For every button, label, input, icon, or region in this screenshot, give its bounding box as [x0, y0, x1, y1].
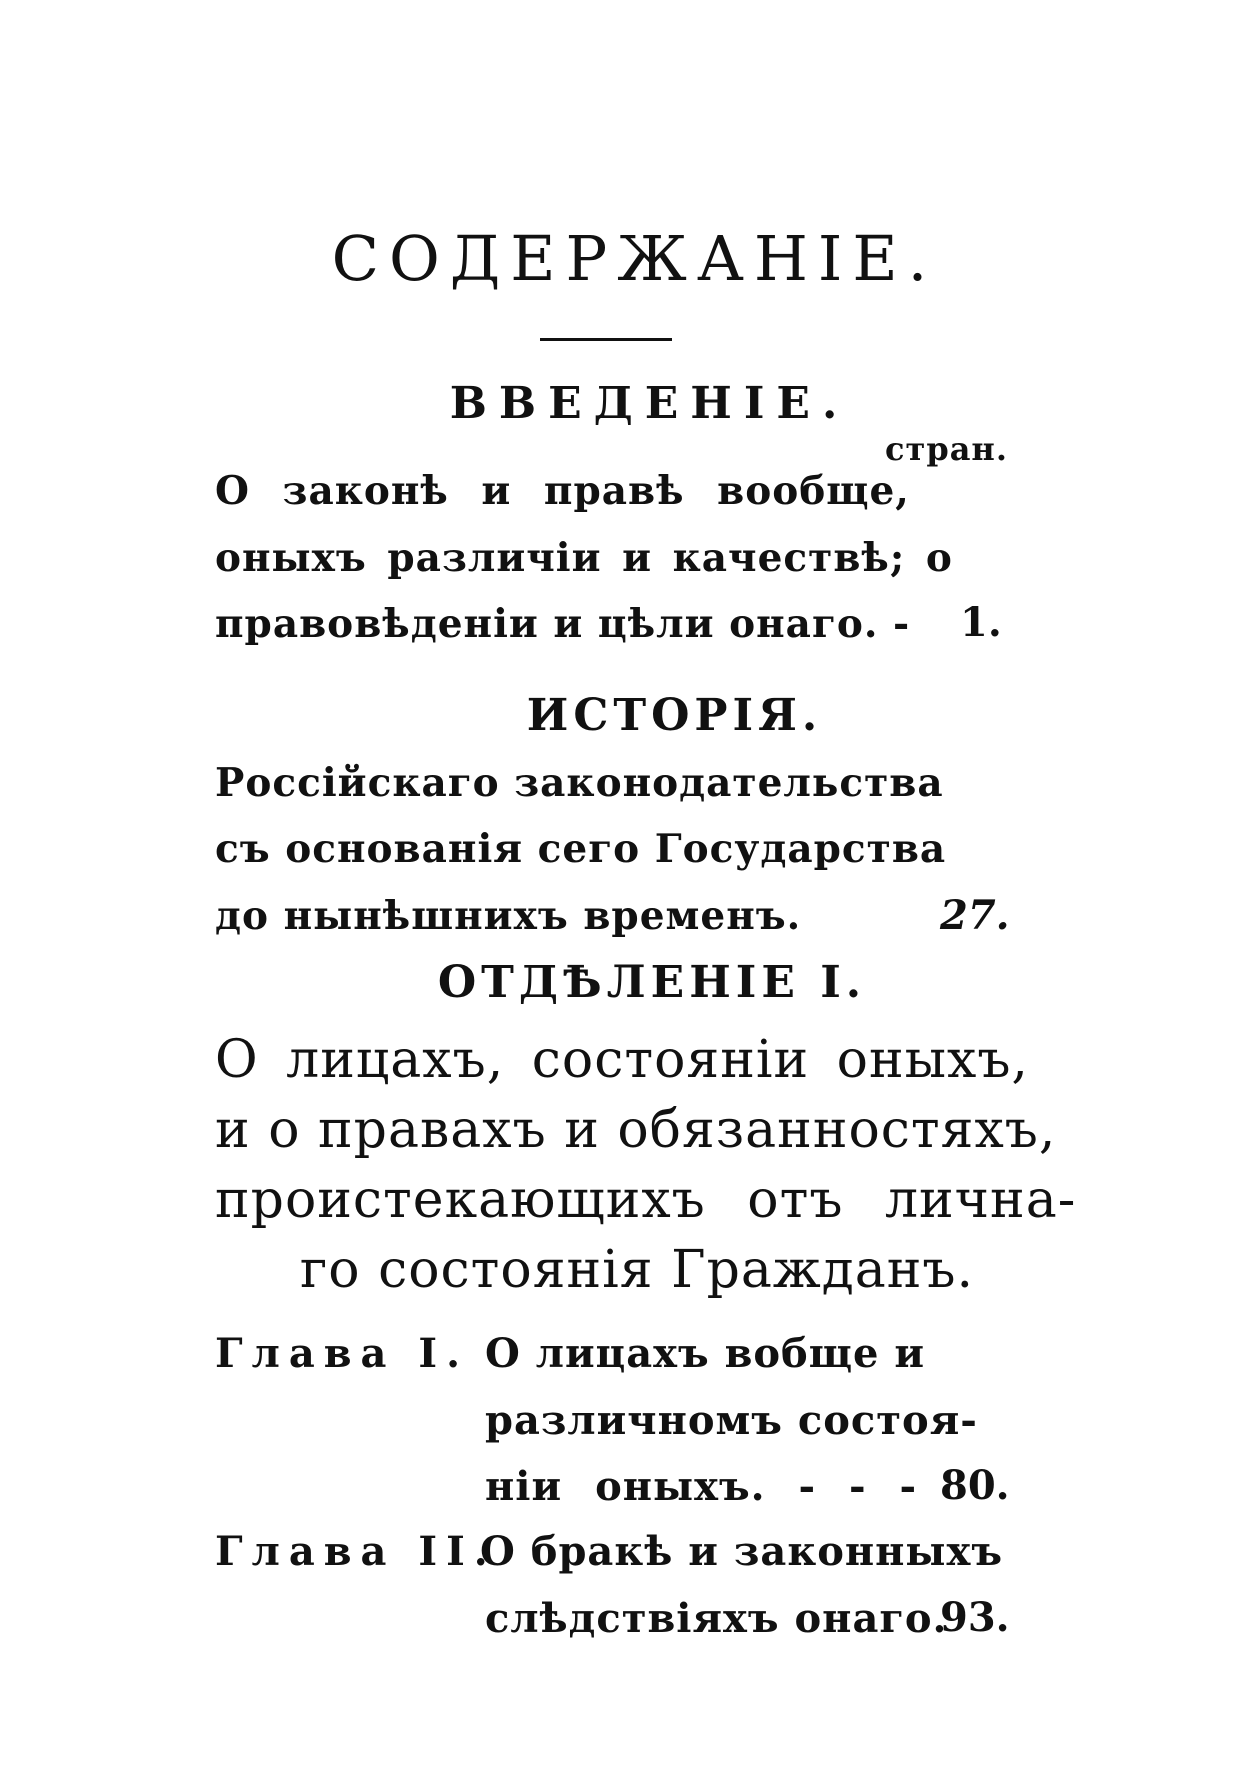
chapter-title-line: О лицахъ вобще и	[485, 1330, 926, 1377]
chapter-title-line: различномъ состоя-	[485, 1397, 978, 1444]
section-line: О лицахъ, состояніи оныхъ,	[215, 1030, 1029, 1090]
introduction-page-number: 1.	[960, 599, 1002, 646]
chapter-label: Глава II.	[215, 1528, 497, 1575]
introduction-heading: ВВЕДЕНІЕ.	[449, 378, 850, 429]
chapter-title-line: О бракѣ и законныхъ	[480, 1528, 1004, 1575]
introduction-line: правовѣденіи и цѣли онаго. -	[215, 601, 911, 647]
history-line: Россійскаго законодательства	[215, 760, 944, 806]
section-line: и о правахъ и обязанностяхъ,	[215, 1100, 1057, 1160]
chapter-title-line: ніи оныхъ. - - -	[485, 1463, 918, 1510]
history-page-number: 27.	[940, 892, 1010, 939]
title-divider	[540, 338, 672, 341]
page-title: СОДЕРЖАНІЕ.	[331, 222, 938, 295]
chapter-page-number: 93.	[940, 1594, 1010, 1641]
history-heading: ИСТОРІЯ.	[526, 690, 823, 741]
chapter-label: Глава I.	[215, 1330, 470, 1377]
history-line: съ основанія сего Государства	[215, 826, 947, 872]
chapter-title-line: слѣдствіяхъ онаго.	[485, 1595, 948, 1642]
chapter-page-number: 80.	[940, 1462, 1010, 1509]
section-line: проистекающихъ отъ лична-	[215, 1170, 1077, 1230]
section-heading: ОТДѢЛЕНІЕ I.	[437, 957, 867, 1008]
introduction-line: О законѣ и правѣ вообще,	[215, 468, 910, 514]
section-line: го состоянія Гражданъ.	[300, 1240, 974, 1300]
page-column-label: стран.	[885, 430, 1008, 468]
introduction-line: оныхъ различіи и качествѣ; о	[215, 535, 953, 581]
history-line: до нынѣшнихъ временъ.	[215, 893, 802, 939]
